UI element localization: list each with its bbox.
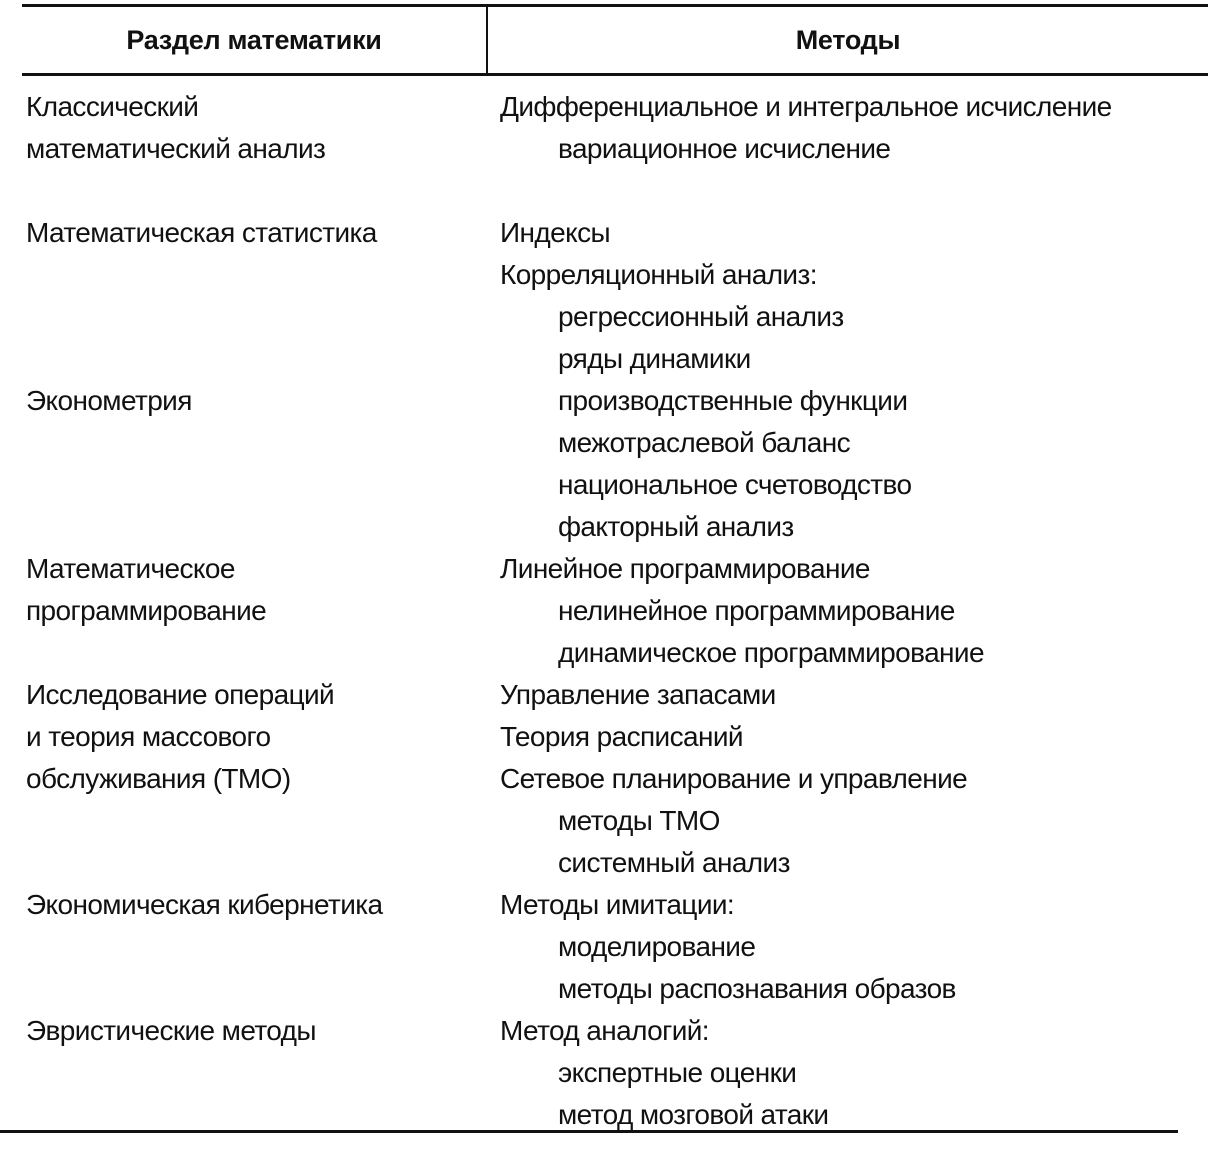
method-subitem: нелинейное программирование [558, 595, 955, 626]
section-name-line: Эвристические методы [26, 1015, 316, 1046]
method-item: Сетевое планирование и управление [500, 763, 968, 794]
method-subitem: факторный анализ [558, 511, 794, 542]
section-name-line: Экономическая кибернетика [26, 889, 383, 920]
section-cell [26, 674, 466, 800]
method-item: Линейное программирование [500, 553, 870, 584]
method-subitem: межотраслевой баланс [558, 427, 850, 458]
section-cell [26, 380, 466, 422]
header-section: Раздел математики [126, 25, 382, 55]
table-bottom-rule [0, 1130, 1178, 1133]
method-subitem: производственные функции [558, 385, 908, 416]
method-subitem: моделирование [558, 931, 756, 962]
method-subitem: методы распознавания образов [558, 973, 956, 1004]
methods-cell [500, 1010, 1208, 1136]
section-cell [26, 1010, 466, 1052]
method-subitem: ряды динамики [558, 343, 751, 374]
section-cell [26, 212, 466, 254]
section-name-line: обслуживания (ТМО) [26, 763, 291, 794]
section-name-line: Математическая статистика [26, 217, 377, 248]
methods-cell [500, 86, 1208, 170]
method-subitem: метод мозговой атаки [558, 1099, 829, 1130]
method-subitem: вариационное исчисление [558, 133, 891, 164]
methods-cell [500, 380, 1208, 548]
methods-cell [500, 674, 1208, 884]
section-name-line: Классический [26, 91, 199, 122]
method-subitem: экспертные оценки [558, 1057, 797, 1088]
section-name-line: Эконометрия [26, 385, 192, 416]
section-name-line: и теория массового [26, 721, 271, 752]
section-cell [26, 548, 466, 632]
method-item: Метод аналогий: [500, 1015, 709, 1046]
method-subitem: регрессионный анализ [558, 301, 844, 332]
methods-cell [500, 548, 1208, 674]
methods-cell [500, 212, 1208, 380]
method-subitem: методы ТМО [558, 805, 720, 836]
methods-table [22, 4, 1208, 1130]
method-subitem: национальное счетоводство [558, 469, 912, 500]
header-methods: Методы [795, 25, 901, 55]
method-item: Корреляционный анализ: [500, 259, 817, 290]
method-subitem: динамическое программирование [558, 637, 984, 668]
section-name-line: Исследование операций [26, 679, 335, 710]
method-item: Индексы [500, 217, 610, 248]
section-cell [26, 86, 466, 170]
method-item: Теория расписаний [500, 721, 743, 752]
section-cell [26, 884, 466, 926]
section-name-line: математический анализ [26, 133, 326, 164]
method-item: Управление запасами [500, 679, 776, 710]
table-header [22, 7, 1208, 76]
method-item: Методы имитации: [500, 889, 735, 920]
section-name-line: программирование [26, 595, 267, 626]
section-name-line: Математическое [26, 553, 235, 584]
methods-cell [500, 884, 1208, 1010]
method-subitem: системный анализ [558, 847, 790, 878]
method-item: Дифференциальное и интегральное исчисление [500, 91, 1112, 122]
